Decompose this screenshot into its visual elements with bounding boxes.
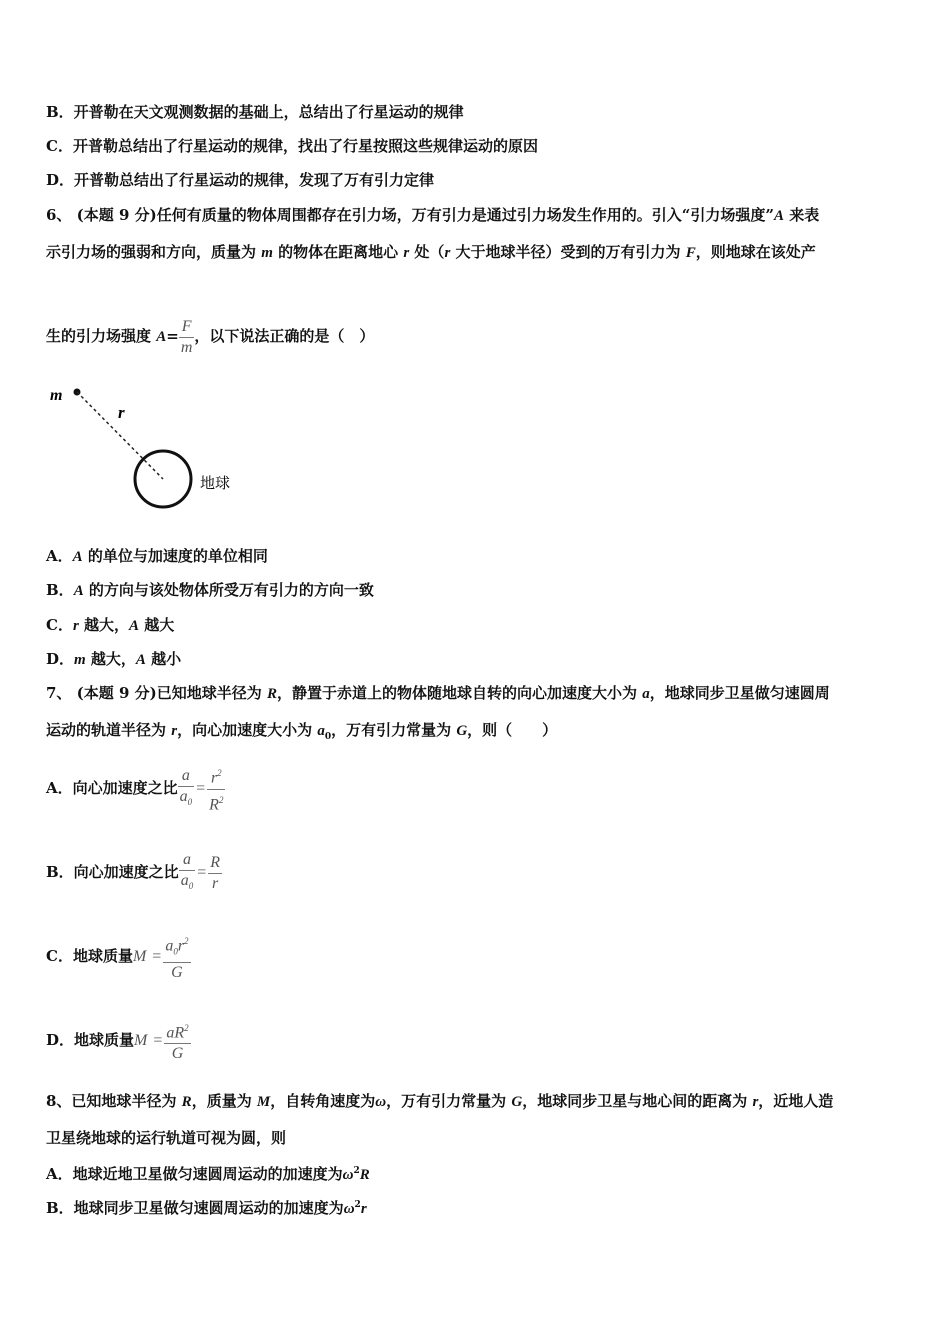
label-earth: 地球 <box>200 474 231 492</box>
q6-option-b: B．A 的方向与该处物体所受万有引力的方向一致 <box>46 581 374 599</box>
q7-d-fraction: $\frac{aR^2}{G}$ <box>166 1022 189 1063</box>
q6-option-d: D．m 越大，A 越小 <box>46 650 182 668</box>
q6-stem-line2: 示引力场的强弱和方向，质量为 m 的物体在距离地心 r 处（r 大于地球半径）受到的万有引力为 F，则地球在该处产 <box>46 243 816 261</box>
q6-stem-line1: 6、 (本题 9 分)任何有质量的物体周围都存在引力场，万有引力是通过引力场发生作用的。引入“引力场强度”A 来表 <box>46 206 820 224</box>
q7-b-right-fraction: $\frac{R}{r}$ <box>210 853 220 892</box>
q7-stem-line1: 7、 (本题 9 分)已知地球半径为 R，静置于赤道上的物体随地球自转的向心加速度大小为 a，地球同步卫星做匀速圆周 <box>46 684 830 702</box>
q8-option-a: A．地球近地卫星做匀速圆周运动的加速度为$\omega^2R$ <box>46 1165 370 1183</box>
q6-option-c: C．r 越大，A 越大 <box>46 616 175 634</box>
q7-stem-line2: 运动的轨道半径为 r，向心加速度大小为 $a_0$，万有引力常量为 G，则（ ） <box>46 721 558 742</box>
q6-formula-fraction: $\frac{F}{m}$ <box>180 317 193 356</box>
q8-option-b: B．地球同步卫星做匀速圆周运动的加速度为$\omega^2r$ <box>46 1199 367 1217</box>
label-m: m <box>50 387 63 404</box>
q7-a-right-fraction: $\frac{r^2}{R^2}$ <box>209 768 224 813</box>
q6-option-a: A．A 的单位与加速度的单位相同 <box>46 547 268 565</box>
q7-option-a: A．向心加速度之比 $\frac{a}{a_0}$ = $\frac{r^2}{R^2}$ <box>46 758 225 819</box>
q7-c-fraction: $\frac{a_0r^2}{G}$ <box>165 936 189 981</box>
q7-b-left-fraction: $\frac{a}{a_0}$ <box>179 850 196 896</box>
label-r: r <box>118 403 125 422</box>
q5-option-d: D．开普勒总结出了行星运动的规律，发现了万有引力定律 <box>46 171 435 189</box>
q7-a-left-fraction: $\frac{a}{a_0}$ <box>178 766 195 812</box>
q7-option-c: C．地球质量M = $\frac{a_0r^2}{G}$ <box>46 926 191 987</box>
q5-option-b: B．开普勒在天文观测数据的基础上，总结出了行星运动的规律 <box>46 103 464 121</box>
q5-option-c: C．开普勒总结出了行星运动的规律，找出了行星按照这些规律运动的原因 <box>46 137 538 155</box>
q6-stem-line3: 生的引力场强度 A= $\frac{F}{m}$ ，以下说法正确的是（ ） <box>46 317 375 356</box>
q7-option-b: B．向心加速度之比 $\frac{a}{a_0}$ = $\frac{R}{r}$ <box>46 842 222 903</box>
q8-stem-line2: 卫星绕地球的运行轨道可视为圆，则 <box>46 1129 287 1147</box>
q8-stem-line1: 8、已知地球半径为 R，质量为 M，自转角速度为ω，万有引力常量为 G，地球同步卫星与地心间的距离为 r，近地人造 <box>46 1092 834 1110</box>
q7-option-d: D．地球质量M = $\frac{aR^2}{G}$ <box>46 1010 191 1071</box>
gravity-field-diagram <box>40 378 260 518</box>
